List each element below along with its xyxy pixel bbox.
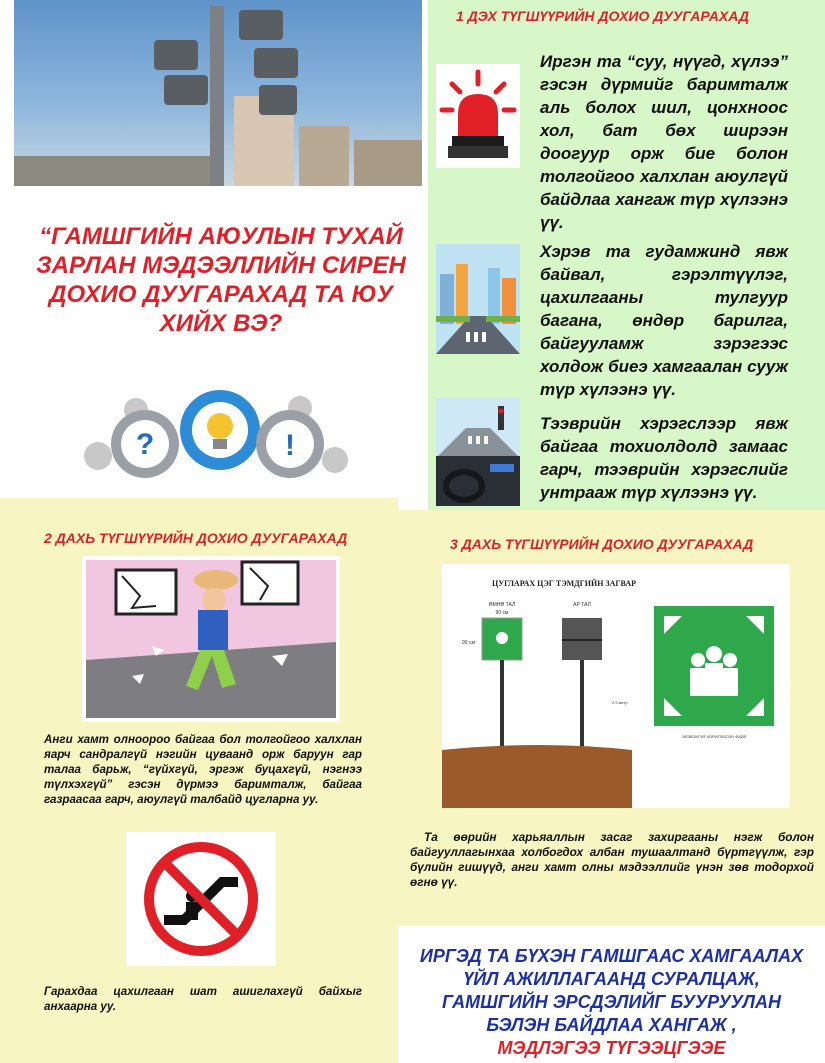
level3-heading: 3 ДАХЬ ТҮГШҮҮРИЙН ДОХИО ДУУГАРАХАД <box>450 536 754 552</box>
street-icon <box>436 244 520 354</box>
closing-line-2: МЭДЛЭГЭЭ ТҮГЭЭЦГЭЭЕ <box>497 1038 726 1058</box>
assembly-point-diagram <box>442 564 790 808</box>
level2-panel <box>0 498 398 1063</box>
level1-heading: 1 ДЭХ ТҮГШҮҮРИЙН ДОХИО ДУУГАРАХАД <box>456 8 749 24</box>
closing-panel <box>398 925 825 1063</box>
earthquake-illustration <box>82 556 340 722</box>
question-symbol: ? <box>135 428 155 461</box>
gears-illustration <box>80 384 350 484</box>
intro-panel <box>0 0 428 498</box>
sign-caption: ЭЛЭВЭХГҮЙ ХОРИГЛОСОН ФАЙЛ <box>681 734 747 739</box>
siren-photo <box>14 0 422 186</box>
level1-item-1-text: Иргэн та “суу, нүүгд, хүлээ” гэсэн дүрмийг баримталж аль болох шил, цонхноос хол, бат бөх ширээн доогуур орж бие болон толгойгоо халхлан аюулгүй байдлаа хангаж түр хүлээнэ үү. <box>540 52 788 232</box>
level1-item-3-text: Тээврийн хэрэгслээр явж байгаа тохиолдолд замаас гарч, тээврийн хэрэгслийг унтрааж түр хүлээнэ үү. <box>540 414 788 502</box>
siren-icon <box>436 64 520 168</box>
back-label: АР ТАЛ <box>573 602 591 608</box>
exclamation-symbol: ! <box>285 429 295 462</box>
level3-text: Та өөрийн харьяаллын засаг захиргааны нэгж болон байгууллагынхаа холбогдох албан тушаалтанд бүртгүүлж, гэр бүлийн гишүүд, анги хамт олны мэдээллийг үнэн зөв тодорхой өгнө үү. <box>410 830 814 889</box>
pole-label: 2.5 метр <box>612 700 628 705</box>
car-driving-icon <box>436 398 520 506</box>
height-label: 90 см <box>462 640 475 646</box>
closing-line-1: ИРГЭД ТА БҮХЭН ГАМШГААС ХАМГААЛАХ ҮЙЛ АЖИЛЛАГААНД СУРАЛЦАЖ, ГАМШГИЙН ЭРСДЭЛИЙГ БУУРУУЛАН БЭЛЭН БАЙДЛАА ХАНГАЖ , <box>419 946 804 1035</box>
closing-message <box>408 945 815 1060</box>
diagram-title: ЦУГЛАРАХ ЦЭГ ТЭМДГИЙН ЗАГВАР <box>491 579 637 588</box>
no-escalator-icon <box>126 832 276 966</box>
level3-panel <box>398 510 825 925</box>
level2-heading: 2 ДАХЬ ТҮГШҮҮРИЙН ДОХИО ДУУГАРАХАД <box>44 530 348 546</box>
level1-item-2-text: Хэрэв та гудамжинд явж байвал, гэрэлтүүлэг, цахилгааны тулгуур багана, өндөр барилга, байгууламж зэрэгээс холдож биеэ хамгаалан сууж түр хүлээнэ үү. <box>540 242 788 399</box>
level1-panel <box>428 0 825 510</box>
front-label: ӨМНӨ ТАЛ <box>488 602 516 608</box>
escalator-warning-text: Гарахдаа цахилгаан шат ашиглахгүй байхыг анхаарна уу. <box>44 985 362 1013</box>
level2-text: Анги хамт олноороо байгаа бол толгойгоо халхлан яарч сандралгүй нэгийн цуваанд орж баруун гар талаа барьж, “гүйхгүй, эргэж буцахгүй, нэгнээ түлхэхгүй” гэсэн дүрмээ баримталж, байгаа газраасаа гарч, аюулгүй талбайд цугларна уу. <box>44 733 362 806</box>
page-title: “ГАМШГИЙН АЮУЛЫН ТУХАЙ ЗАРЛАН МЭДЭЭЛЛИЙН СИРЕН ДОХИО ДУУГАРАХАД ТА ЮУ ХИЙХ ВЭ? <box>36 223 406 337</box>
width-label: 90 см <box>495 610 509 616</box>
